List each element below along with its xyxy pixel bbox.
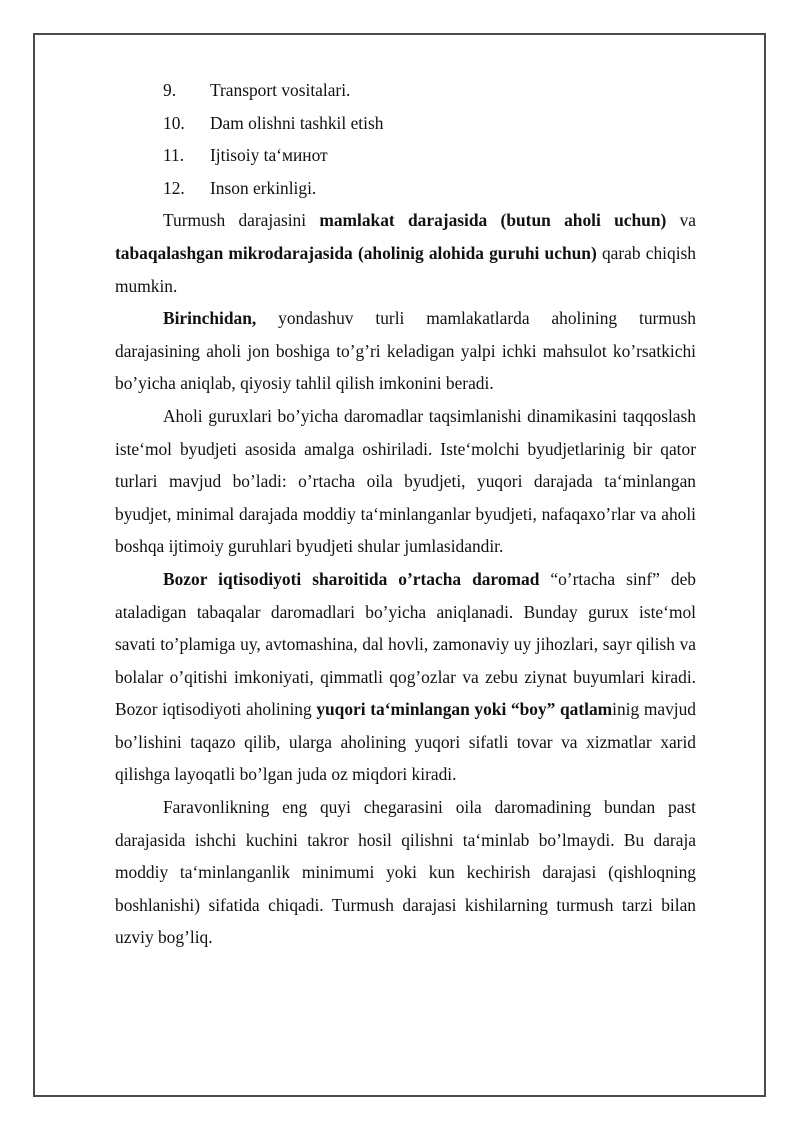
list-number: 12.	[163, 177, 185, 198]
list-text: Dam olishni tashkil etish	[210, 112, 384, 133]
text-run: va	[666, 210, 696, 231]
paragraph-aholi-guruxlari	[115, 400, 696, 563]
text-run: Aholi guruxlari bo’yicha daromadlar taqsimlanishi dinamikasini taqqoslash iste‘mol byudjeti asosida amalga oshiriladi. Iste‘molchi byudjetlarinig bir qator turlari mavjud bo’ladi: o’rtacha oila byudjeti, yuqori darajada ta‘minlangan byudjet, minimal darajada moddiy ta‘minlanganlar byudjeti, nafaqaxo’rlar va aholi boshqa ijtimoiy guruhlari byudjeti shular jumlasidandir.	[115, 405, 696, 557]
bold-text: Bozor iqtisodiyoti sharoitida o’rtacha daromad	[163, 568, 540, 589]
bold-text: yuqori ta‘minlangan yoki “boy” qatlam	[316, 699, 613, 720]
text-run: qarab chiqish mumkin.	[115, 242, 696, 296]
list-number: 9.	[163, 80, 177, 100]
list-text: Ijtisoiy ta‘минот	[210, 145, 328, 166]
text-run: Faravonlikning eng quyi chegarasini oila daromadining bundan past darajasida ishchi kuchini takror hosil qilishni ta‘minlab bo’lmaydi. Bu daraja moddiy ta‘minlanganlik minimumi yoki kun kechirish darajasi (qishloqning boshlanishi) sifatida chiqadi. Turmush darajasi kishilarning turmush tarzi bilan uzviy bog’liq.	[115, 797, 696, 948]
bold-text: mamlakat darajasida (butun aholi uchun)	[319, 210, 667, 231]
document-body	[115, 74, 696, 954]
list-text: Inson erkinligi.	[210, 177, 317, 198]
list-item	[115, 107, 696, 140]
paragraph-birinchidan	[115, 302, 696, 400]
text-run: inig mavjud bo’lishini taqazo qilib, ularga aholining yuqori sifatli tovar va xizmatlar xarid qilishga layoqatli bo’lgan juda oz miqdori kiradi.	[115, 699, 696, 785]
list-number: 11.	[163, 145, 185, 166]
paragraph-faravonlik	[115, 791, 696, 954]
bold-text: Birinchidan,	[163, 308, 257, 329]
list-number: 10.	[163, 112, 185, 133]
paragraph-turmush-darajasi	[115, 204, 696, 302]
list-item	[115, 172, 696, 205]
list-text: Transport vositalari.	[210, 80, 351, 100]
bold-text: tabaqalashgan mikrodarajasida (aholinig alohida guruhi uchun)	[115, 242, 597, 263]
paragraph-bozor-iqtisodiyoti	[115, 563, 696, 791]
text-run: “o’rtacha sinf” deb ataladigan tabaqalar daromadlari bo’yicha aniqlanadi. Bunday gurux iste‘mol savati to’plamiga uy, avtomashina, dal hovli, zamonaviy uy jihozlari, sayr qilish va bolalar o’qitishi imkoniyati, qimmatli qog’ozlar va zebu ziynat buyumlari kiradi. Bozor iqtisodiyoti aholining	[115, 568, 696, 720]
text-run: Turmush darajasini	[163, 210, 320, 231]
list-item	[115, 74, 696, 107]
text-run: yondashuv turli mamlakatlarda aholining turmush darajasining aholi jon boshiga to’g’ri keladigan yalpi ichki mahsulot ko’rsatkichi bo’yicha aniqlab, qiyosiy tahlil qilish imkonini beradi.	[115, 308, 696, 394]
list-item	[115, 139, 696, 172]
